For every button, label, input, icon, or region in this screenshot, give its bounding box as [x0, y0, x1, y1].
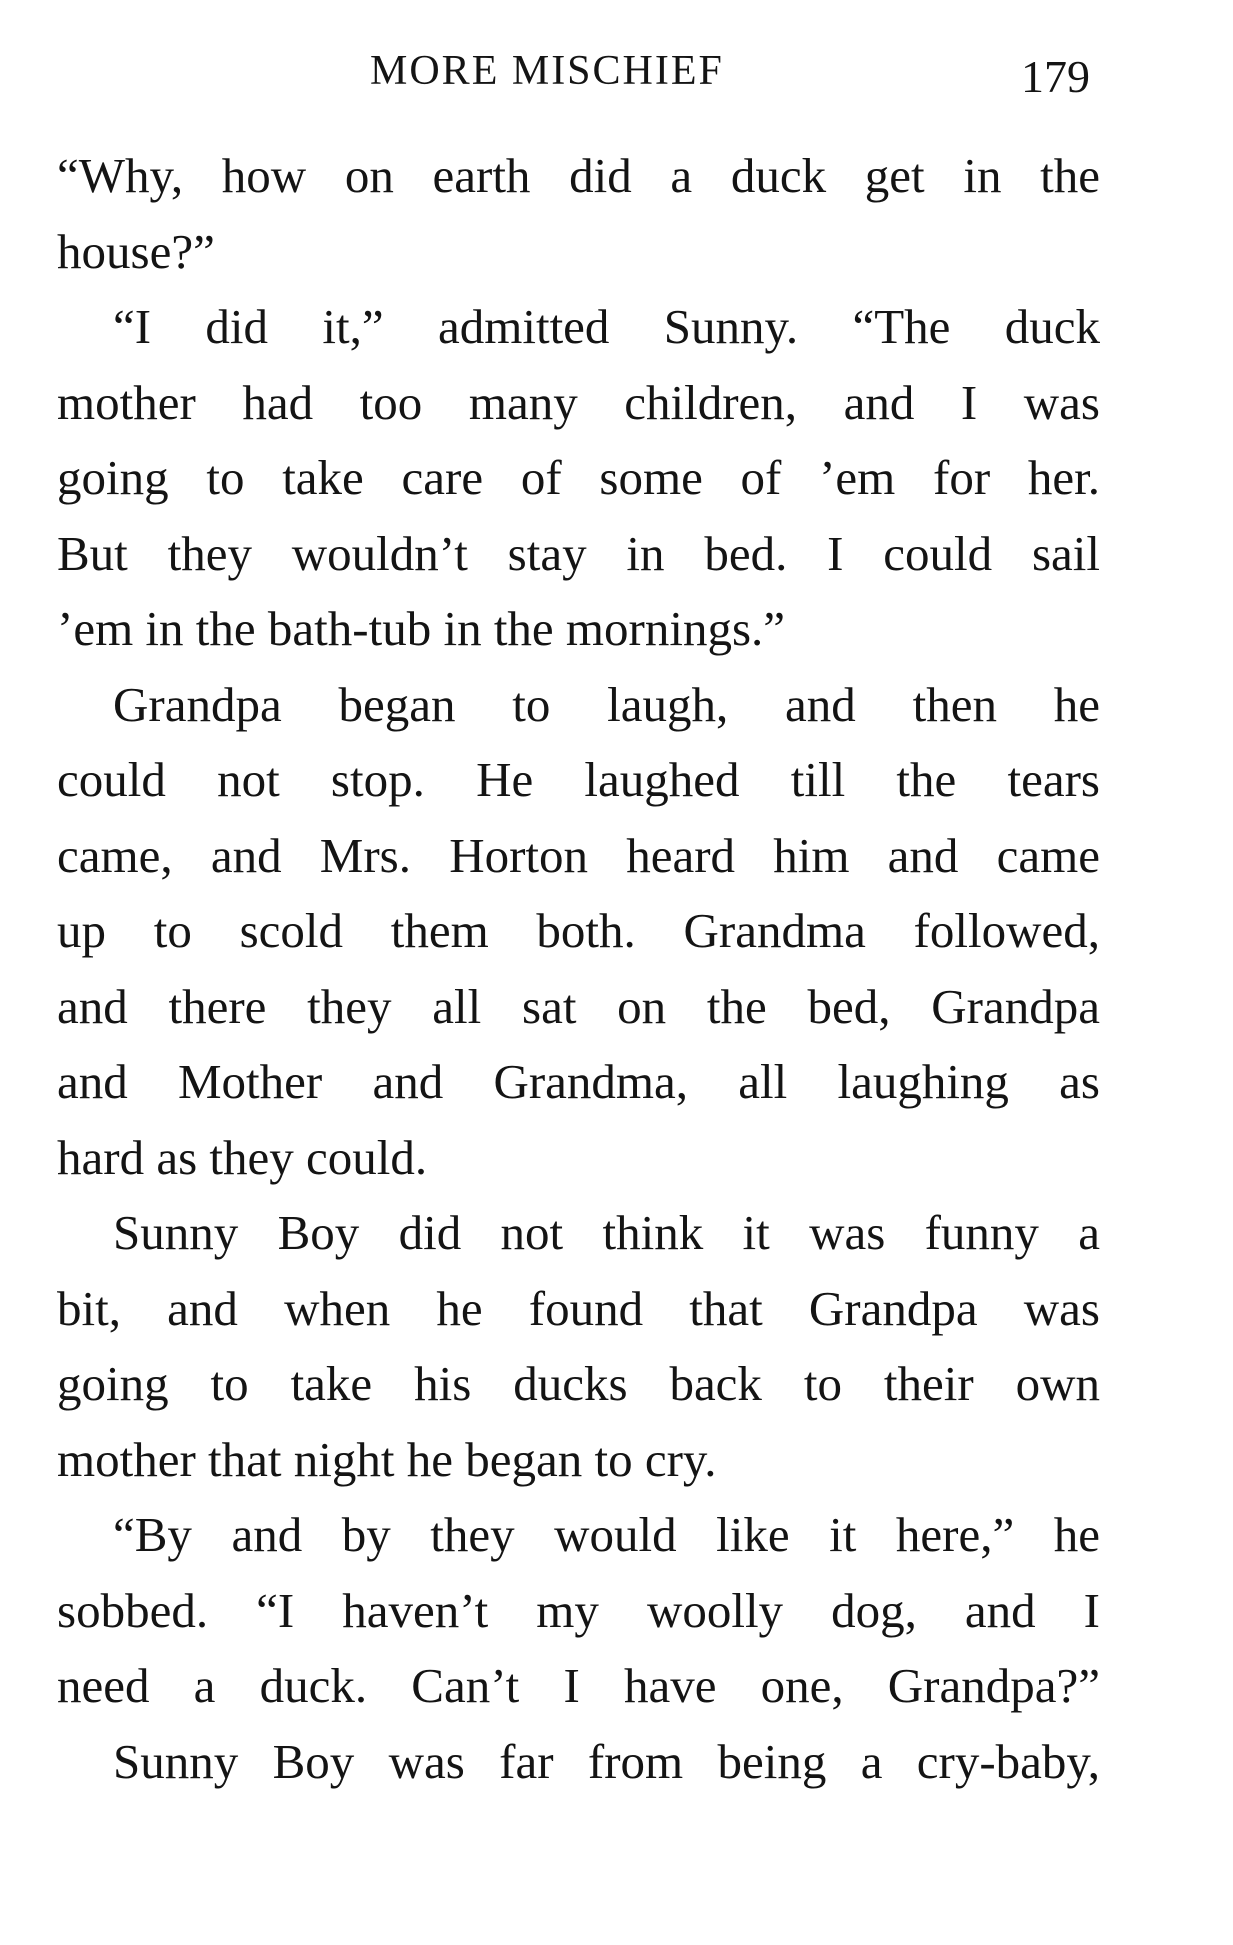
text-line: and Mother and Grandma, all laughing as	[57, 1054, 1100, 1109]
text-line: need a duck. Can’t I have one, Grandpa?”	[57, 1658, 1100, 1713]
text-line: and there they all sat on the bed, Grandpa	[57, 978, 1100, 1034]
text-line: Sunny Boy was far from being a cry-baby,	[113, 1733, 1100, 1789]
running-head	[0, 36, 1233, 106]
running-title: MORE MISCHIEF	[370, 48, 724, 94]
text-line: But they wouldn’t stay in bed. I could sail	[57, 525, 1100, 581]
text-line: Grandpa began to laugh, and then he	[113, 676, 1100, 732]
text-line: hard as they could.	[57, 1129, 428, 1185]
page-number: 179	[1021, 51, 1090, 102]
text-line: came, and Mrs. Horton heard him and came	[57, 827, 1100, 883]
text-line: “Why, how on earth did a duck get in the	[57, 148, 1100, 203]
text-line: “I did it,” admitted Sunny. “The duck	[113, 299, 1100, 354]
body-text	[57, 138, 1100, 1799]
text-line: mother had too many children, and I was	[57, 374, 1100, 430]
text-line: “By and by they would like it here,” he	[113, 1507, 1100, 1562]
text-line: Sunny Boy did not think it was funny a	[113, 1205, 1100, 1260]
text-line: up to scold them both. Grandma followed,	[57, 903, 1100, 958]
text-line: house?”	[57, 223, 215, 279]
text-line: going to take his ducks back to their own	[57, 1356, 1100, 1411]
text-line: mother that night he began to cry.	[57, 1431, 717, 1487]
text-line: sobbed. “I haven’t my woolly dog, and I	[57, 1582, 1100, 1638]
text-line: ’em in the bath-tub in the mornings.”	[57, 601, 786, 656]
text-line: going to take care of some of ’em for her.	[57, 450, 1100, 505]
text-line: bit, and when he found that Grandpa was	[57, 1280, 1100, 1336]
text-line: could not stop. He laughed till the tears	[57, 752, 1100, 807]
